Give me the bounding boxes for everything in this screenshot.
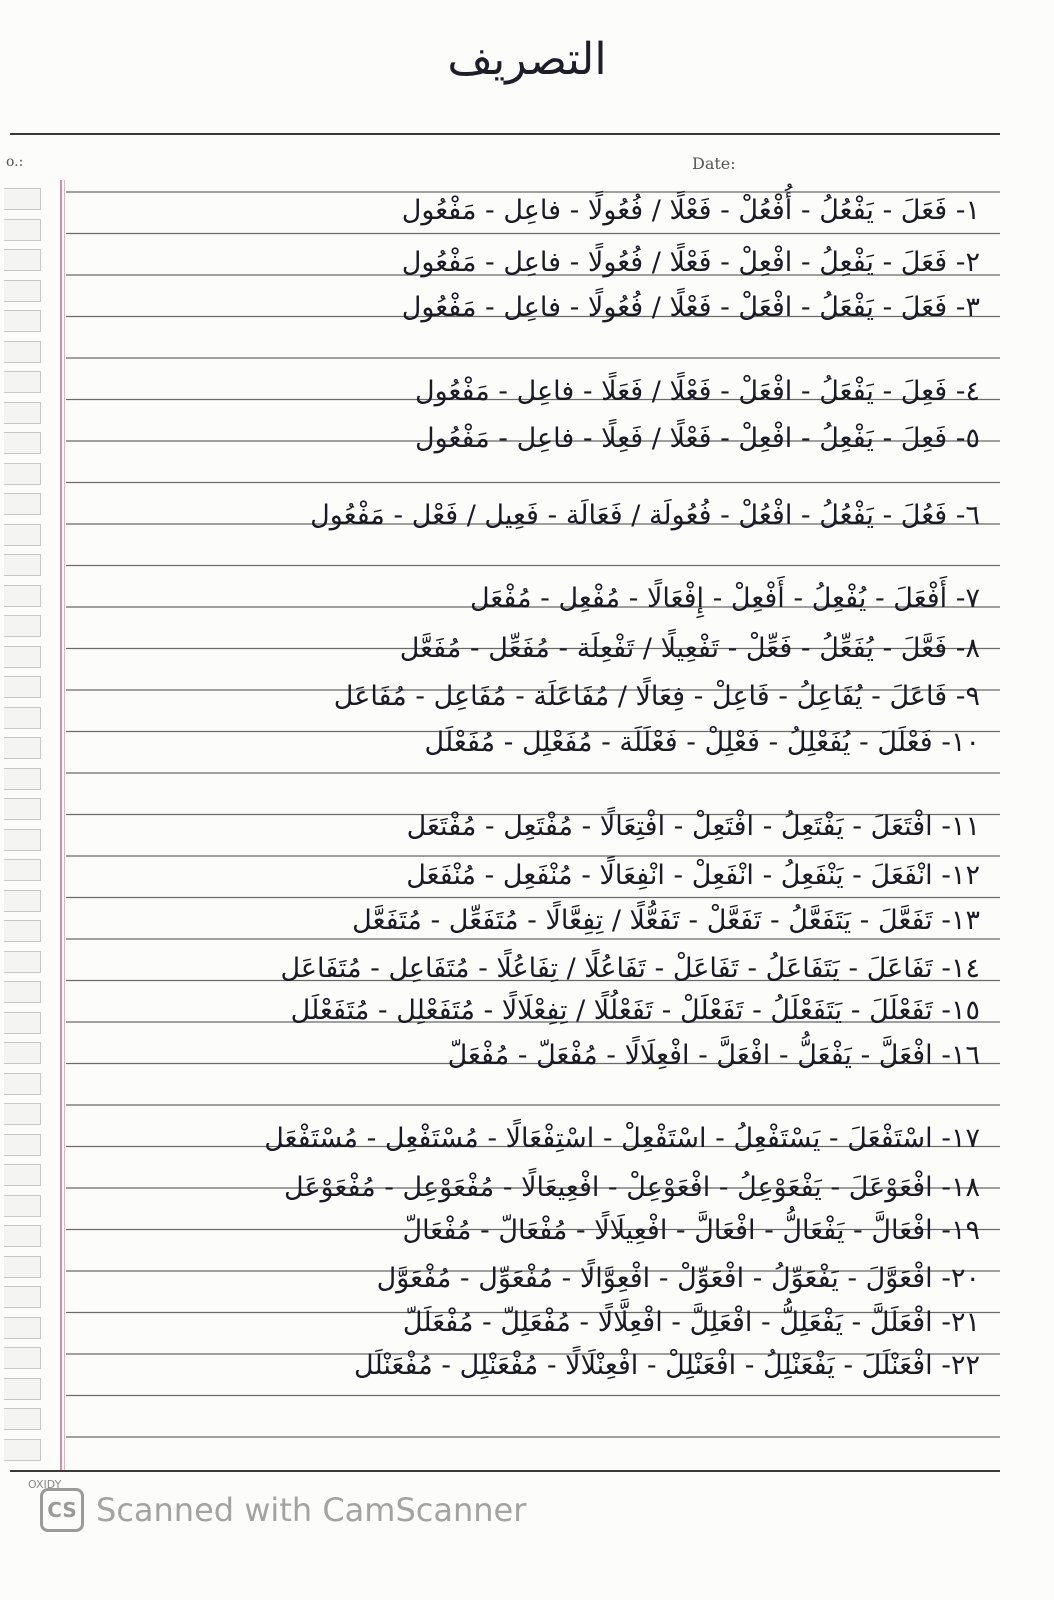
binding-hole <box>4 524 41 546</box>
binding-hole <box>4 798 41 820</box>
binding-hole <box>4 1347 41 1369</box>
binding-hole <box>4 859 41 881</box>
binding-hole <box>4 432 41 454</box>
watermark-text: Scanned with CamScanner <box>96 1491 527 1529</box>
page-title: التصريف <box>447 34 607 85</box>
binding-hole <box>4 707 41 729</box>
binding-holes <box>0 188 44 1448</box>
binding-hole <box>4 310 41 332</box>
binding-hole <box>4 1103 41 1125</box>
conjugation-line: ٢٢- افْعَنْلَلَ - يَفْعَنْلِلُ - افْعَنْلِلْ - افْعِنْلَالًا - مُفْعَنْلِل - مُفْعَنْلَل <box>354 1350 980 1381</box>
binding-hole <box>4 1225 41 1247</box>
binding-hole <box>4 493 41 515</box>
binding-hole <box>4 951 41 973</box>
binding-hole <box>4 1256 41 1278</box>
binding-hole <box>4 371 41 393</box>
conjugation-line: ٦- فَعُلَ - يَفْعُلُ - افْعُلْ - فُعُولَة / فَعَالَة - فَعِيل / فَعْل - مَفْعُول <box>310 500 980 531</box>
conjugation-line: ٢- فَعَلَ - يَفْعِلُ - افْعِلْ - فَعْلًا / فُعُولًا - فاعِل - مَفْعُول <box>401 247 980 278</box>
binding-hole <box>4 1286 41 1308</box>
conjugation-line: ٤- فَعِلَ - يَفْعَلُ - افْعَلْ - فَعْلًا / فَعَلًا - فاعِل - مَفْعُول <box>414 376 980 407</box>
conjugation-line: ٥- فَعِلَ - يَفْعِلُ - افْعِلْ - فَعْلًا / فَعِلًا - فاعِل - مَفْعُول <box>414 423 980 454</box>
binding-hole <box>4 1408 41 1430</box>
binding-hole <box>4 341 41 363</box>
binding-hole <box>4 1134 41 1156</box>
binding-hole <box>4 280 41 302</box>
binding-hole <box>4 402 41 424</box>
binding-hole <box>4 768 41 790</box>
binding-hole <box>4 188 41 210</box>
conjugation-line: ١٢- انْفَعَلَ - يَنْفَعِلُ - انْفَعِلْ - انْفِعَالًا - مُنْفَعِل - مُنْفَعَل <box>406 860 980 891</box>
binding-hole <box>4 1042 41 1064</box>
binding-hole <box>4 920 41 942</box>
camscanner-logo-icon: CS <box>40 1488 84 1532</box>
conjugation-line: ٨- فَعَّلَ - يُفَعِّلُ - فَعِّلْ - تَفْعِيلًا / تَفْعِلَة - مُفَعِّل - مُفَعَّل <box>399 633 980 664</box>
binding-hole <box>4 585 41 607</box>
conjugation-line: ١٤- تَفَاعَلَ - يَتَفَاعَلُ - تَفَاعَلْ - تَفَاعُلًا / تِفَاعُلًا - مُتَفَاعِل - مُتَفَاعَل <box>280 953 980 984</box>
binding-hole <box>4 1195 41 1217</box>
binding-hole <box>4 1317 41 1339</box>
binding-hole <box>4 615 41 637</box>
binding-hole <box>4 676 41 698</box>
conjugation-line: ١٥- تَفَعْلَلَ - يَتَفَعْلَلُ - تَفَعْلَلْ - تَفَعْلُلًا / تِفِعْلَالًا - مُتَفَعْلِل - مُتَفَعْلَل <box>290 995 980 1026</box>
margin-line-inner <box>64 180 65 1470</box>
conjugation-line: ٢٠- افْعَوَّلَ - يَفْعَوِّلُ - افْعَوِّلْ - افْعِوَّالًا - مُفْعَوِّل - مُفْعَوَّل <box>376 1263 980 1294</box>
margin-line <box>60 180 62 1470</box>
conjugation-line: ٢١- افْعَلَلَّ - يَفْعَلِلُّ - افْعَلِلَّ - افْعِلَّالًا - مُفْعَلِلّ - مُفْعَلَلّ <box>402 1307 980 1338</box>
notebook-brand-mark: OXIDY <box>28 1478 62 1491</box>
binding-hole <box>4 249 41 271</box>
binding-hole <box>4 1164 41 1186</box>
binding-hole <box>4 554 41 576</box>
conjugation-line: ١٦- افْعَلَّ - يَفْعَلُّ - افْعَلَّ - افْعِلَالًا - مُفْعَلّ - مُفْعَلّ <box>447 1040 980 1071</box>
conjugation-line: ٣- فَعَلَ - يَفْعَلُ - افْعَلْ - فَعْلًا / فُعُولًا - فاعِل - مَفْعُول <box>401 292 980 323</box>
conjugation-line: ١٠- فَعْلَلَ - يُفَعْلِلُ - فَعْلِلْ - فَعْلَلَة - مُفَعْلِل - مُفَعْلَل <box>424 727 980 758</box>
camscanner-watermark <box>40 1486 526 1534</box>
number-label: o.: <box>6 154 24 170</box>
binding-hole <box>4 1073 41 1095</box>
bottom-rule <box>10 1470 1000 1472</box>
binding-hole <box>4 829 41 851</box>
conjugation-line: ١٨- افْعَوْعَلَ - يَفْعَوْعِلُ - افْعَوْعِلْ - افْعِيعَالًا - مُفْعَوْعِل - مُفْعَوْعَل <box>284 1172 980 1203</box>
date-label: Date: <box>692 154 736 173</box>
conjugation-line: ١- فَعَلَ - يَفْعُلُ - أُفْعُلْ - فَعْلًا / فُعُولًا - فاعِل - مَفْعُول <box>401 195 980 226</box>
conjugation-line: ١٣- تَفَعَّلَ - يَتَفَعَّلُ - تَفَعَّلْ - تَفَعُّلًا / تِفِعَّالًا - مُتَفَعِّل - مُتَفَعَّل <box>352 905 980 936</box>
conjugation-line: ٧- أَفْعَلَ - يُفْعِلُ - أَفْعِلْ - إِفْعَالًا - مُفْعِل - مُفْعَل <box>469 583 980 614</box>
conjugation-line: ١١- افْتَعَلَ - يَفْتَعِلُ - افْتَعِلْ - افْتِعَالًا - مُفْتَعِل - مُفْتَعَل <box>406 811 980 842</box>
conjugation-line: ١٩- افْعَالَّ - يَفْعَالُّ - افْعَالَّ - افْعِيلَالًا - مُفْعَالّ - مُفْعَالّ <box>402 1215 980 1246</box>
binding-hole <box>4 737 41 759</box>
binding-hole <box>4 646 41 668</box>
binding-hole <box>4 219 41 241</box>
binding-hole <box>4 1378 41 1400</box>
binding-hole <box>4 981 41 1003</box>
binding-hole <box>4 1012 41 1034</box>
conjugation-line: ١٧- اسْتَفْعَلَ - يَسْتَفْعِلُ - اسْتَفْعِلْ - اسْتِفْعَالًا - مُسْتَفْعِل - مُسْتَفْعَل <box>264 1123 980 1154</box>
binding-hole <box>4 1439 41 1461</box>
conjugation-line: ٩- فَاعَلَ - يُفَاعِلُ - فَاعِلْ - فِعَالًا / مُفَاعَلَة - مُفَاعِل - مُفَاعَل <box>333 681 980 712</box>
binding-hole <box>4 463 41 485</box>
binding-hole <box>4 890 41 912</box>
